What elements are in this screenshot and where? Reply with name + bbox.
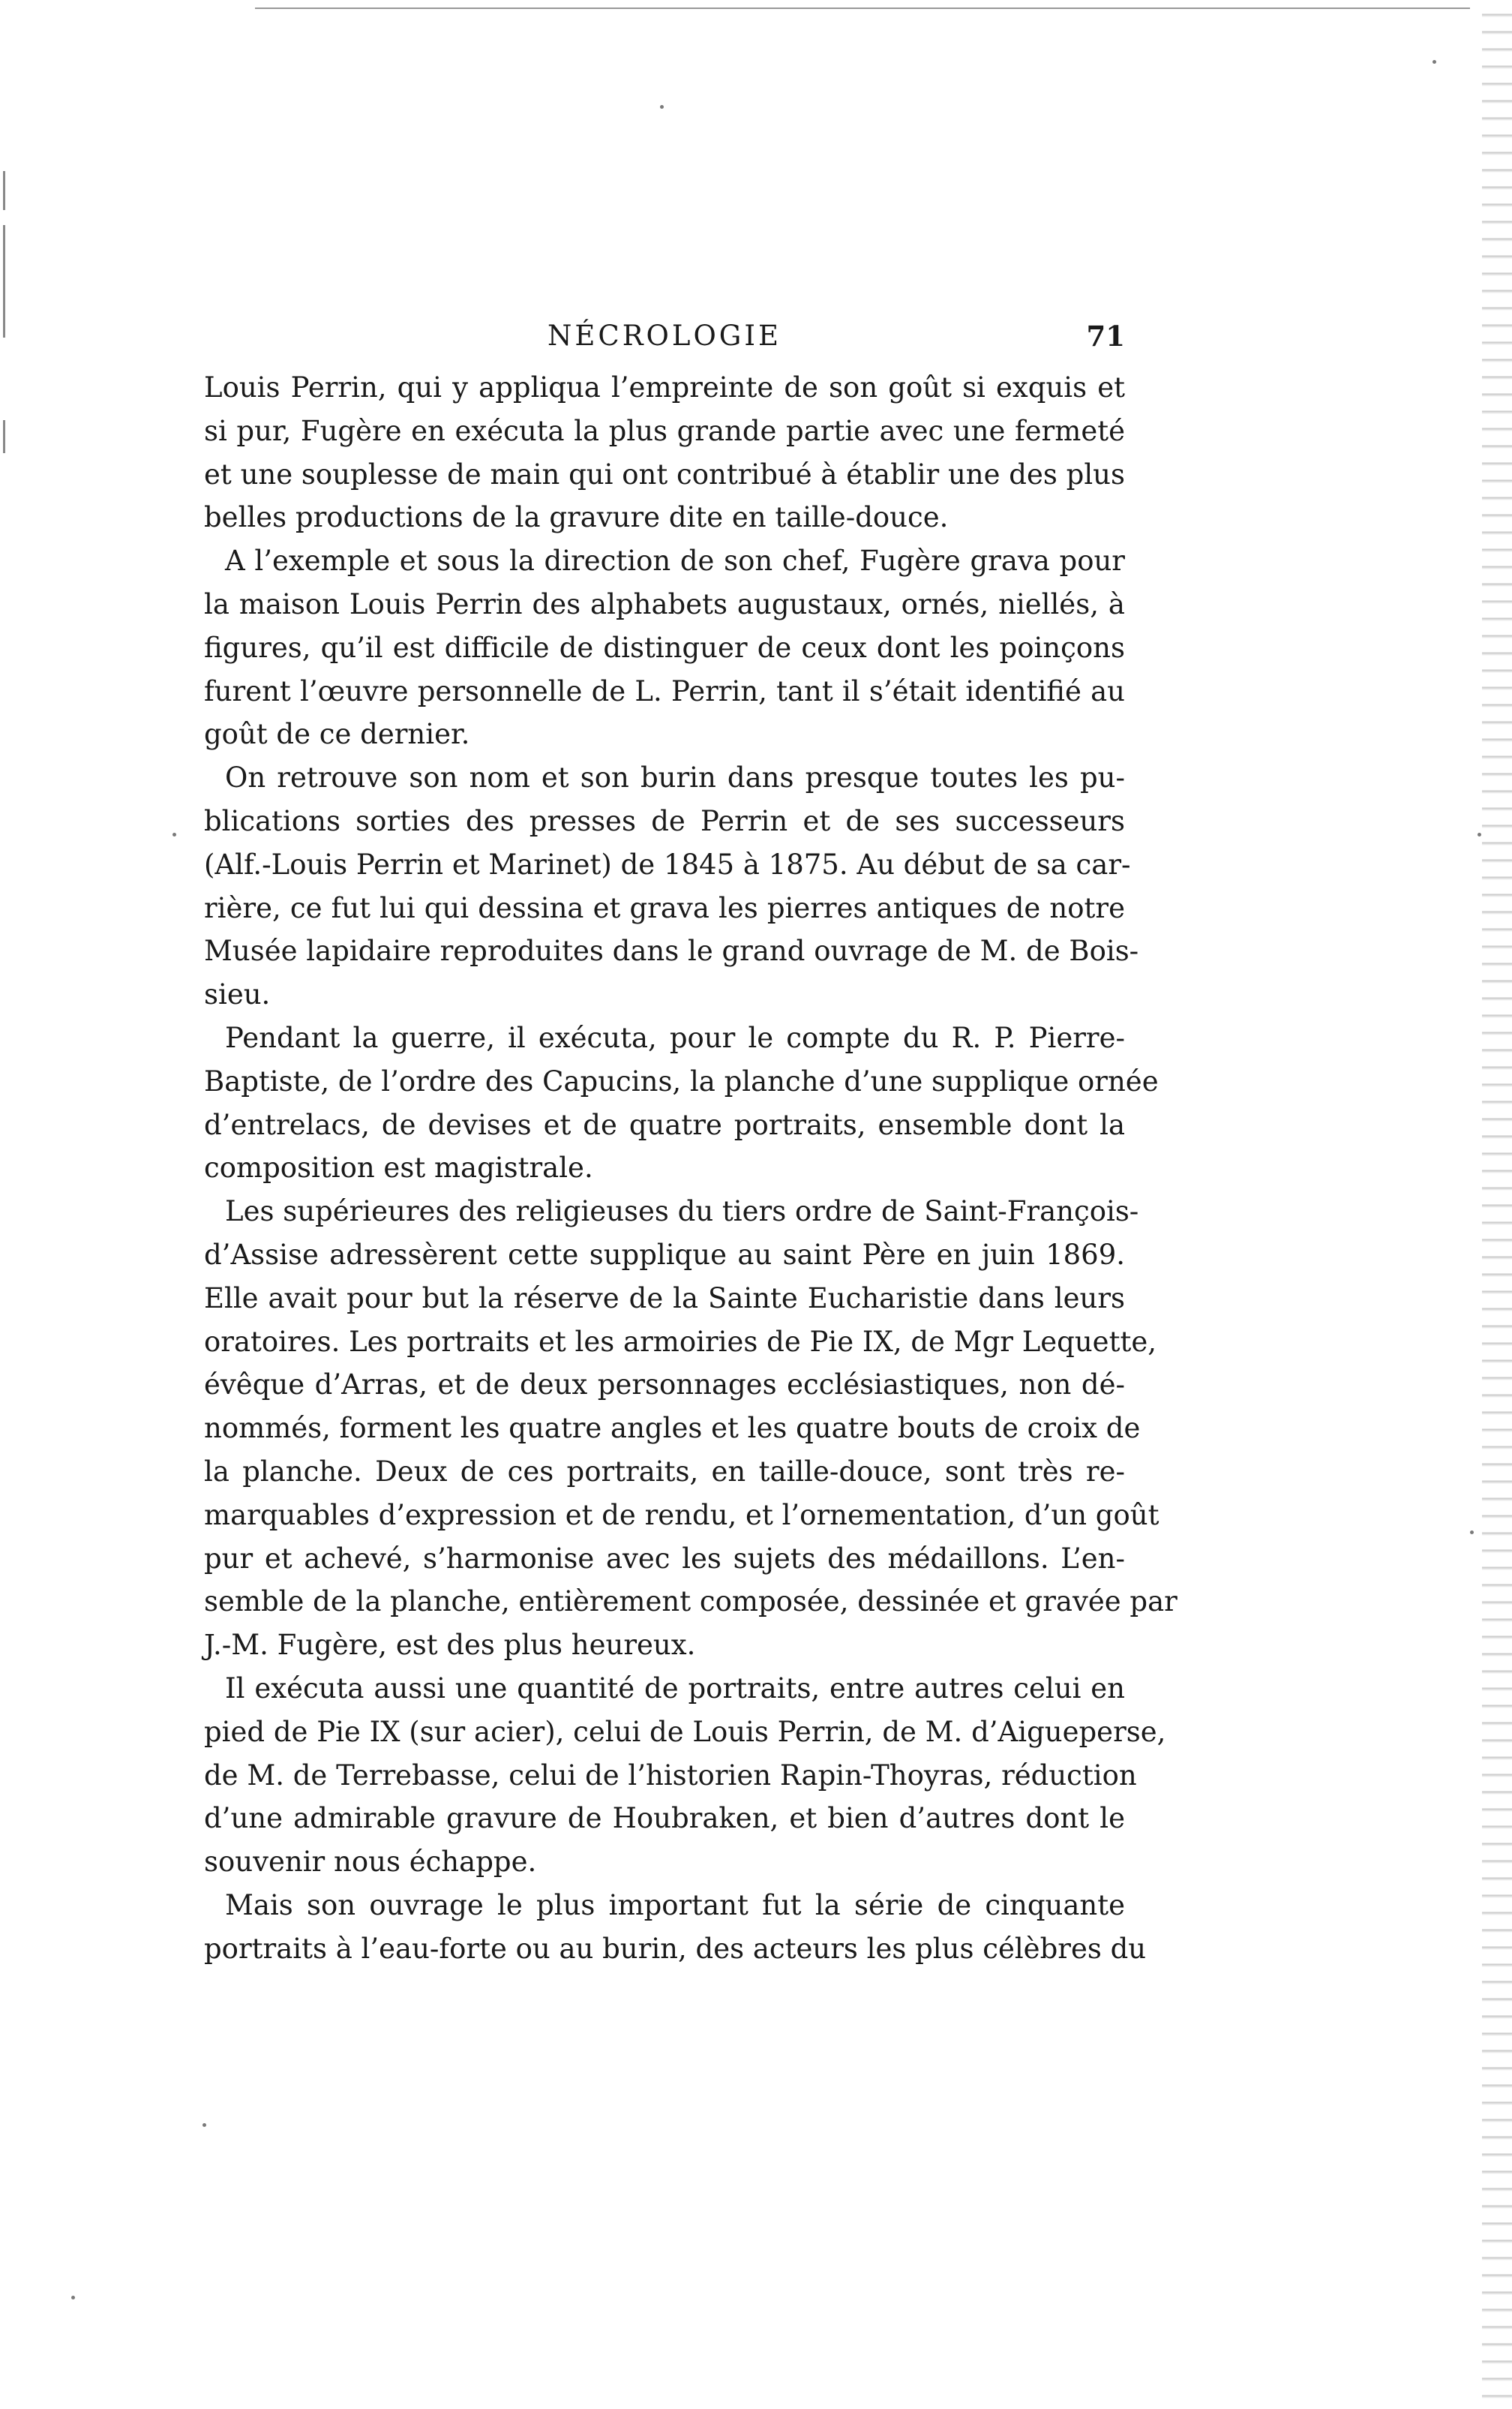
margin-mark [3,171,5,210]
text-line: nommés, forment les quatre angles et les quatre bouts de croix de [204,1412,1141,1445]
text-line: J.-M. Fugère, est des plus heureux. [204,1629,696,1662]
margin-mark [3,420,5,453]
text-line: semble de la planche, entièrement composée, dessinée et gravée par [204,1585,1178,1618]
text-line: portraits à l’eau-forte ou au burin, des acteurs les plus célèbres du [204,1932,1147,1965]
ink-speck [202,2123,206,2127]
text-line: Musée lapidaire reproduites dans le grand ouvrage de M. de Bois- [204,935,1139,968]
page-number: 71 [1086,320,1125,353]
top-edge-rule [255,8,1470,9]
text-line: Pendant la guerre, il exécuta, pour le compte du R. P. Pierre- [225,1021,1125,1054]
text-line: On retrouve son nom et son burin dans presque toutes les pu- [225,761,1125,794]
text-line: composition est magistrale. [204,1152,593,1185]
margin-mark [3,225,5,338]
text-line: blications sorties des presses de Perrin et de ses successeurs [204,804,1125,837]
text-line: souvenir nous échappe. [204,1846,537,1879]
text-line: Mais son ouvrage le plus important fut la série de cinquante [225,1888,1125,1921]
text-line: goût de ce dernier. [204,718,470,751]
text-line: A l’exemple et sous la direction de son chef, Fugère grava pour [225,545,1125,578]
text-line: d’Assise adressèrent cette supplique au saint Père en juin 1869. [204,1238,1125,1271]
ink-speck [1478,833,1481,837]
text-line: belles productions de la gravure dite en taille-douce. [204,501,949,534]
text-line: figures, qu’il est difficile de distinguer de ceux dont les poinçons [204,631,1125,664]
text-line: Baptiste, de l’ordre des Capucins, la planche d’une supplique ornée [204,1065,1159,1098]
text-line: d’entrelacs, de devises et de quatre portraits, ensemble dont la [204,1108,1125,1141]
text-line: Louis Perrin, qui y appliqua l’empreinte de son goût si exquis et [204,371,1125,404]
text-line: marquables d’expression et de rendu, et l’ornementation, d’un goût [204,1498,1160,1531]
page-edge-shadow [1482,0,1512,2409]
body-text [204,366,1178,1970]
ink-speck [71,2296,75,2299]
text-line: la maison Louis Perrin des alphabets augustaux, ornés, niellés, à [204,587,1125,620]
text-line: la planche. Deux de ces portraits, en taille-douce, sont très re- [204,1455,1125,1488]
text-line: pied de Pie IX (sur acier), celui de Louis Perrin, de M. d’Aigueperse, [204,1715,1166,1748]
text-line: Les supérieures des religieuses du tiers ordre de Saint-François- [225,1195,1139,1228]
text-line: Elle avait pour but la réserve de la Sainte Eucharistie dans leurs [204,1281,1125,1314]
text-line: évêque d’Arras, et de deux personnages ecclésiastiques, non dé- [204,1368,1125,1401]
running-title: NÉCROLOGIE [548,320,782,352]
text-line: d’une admirable gravure de Houbraken, et bien d’autres dont le [204,1802,1125,1835]
text-line: oratoires. Les portraits et les armoiries de Pie IX, de Mgr Lequette, [204,1325,1156,1358]
text-line: rière, ce fut lui qui dessina et grava les pierres antiques de notre [204,891,1125,924]
text-line: sieu. [204,978,271,1011]
text-line: furent l’œuvre personnelle de L. Perrin, tant il s’était identifié au [204,674,1125,707]
text-line: pur et achevé, s’harmonise avec les sujets des médaillons. L’en- [204,1542,1125,1575]
text-line: et une souplesse de main qui ont contribué à établir une des plus [204,458,1125,491]
ink-speck [1470,1530,1474,1534]
text-line: de M. de Terrebasse, celui de l’historien Rapin-Thoyras, réduction [204,1759,1137,1792]
text-line: si pur, Fugère en exécuta la plus grande partie avec une fermeté [204,414,1125,447]
text-line: Il exécuta aussi une quantité de portraits, entre autres celui en [225,1672,1125,1705]
ink-speck [172,833,176,837]
text-line: (Alf.-Louis Perrin et Marinet) de 1845 à 1875. Au début de sa car- [204,848,1131,881]
ink-speck [660,105,664,109]
ink-speck [1432,60,1436,64]
running-head [204,314,1125,359]
